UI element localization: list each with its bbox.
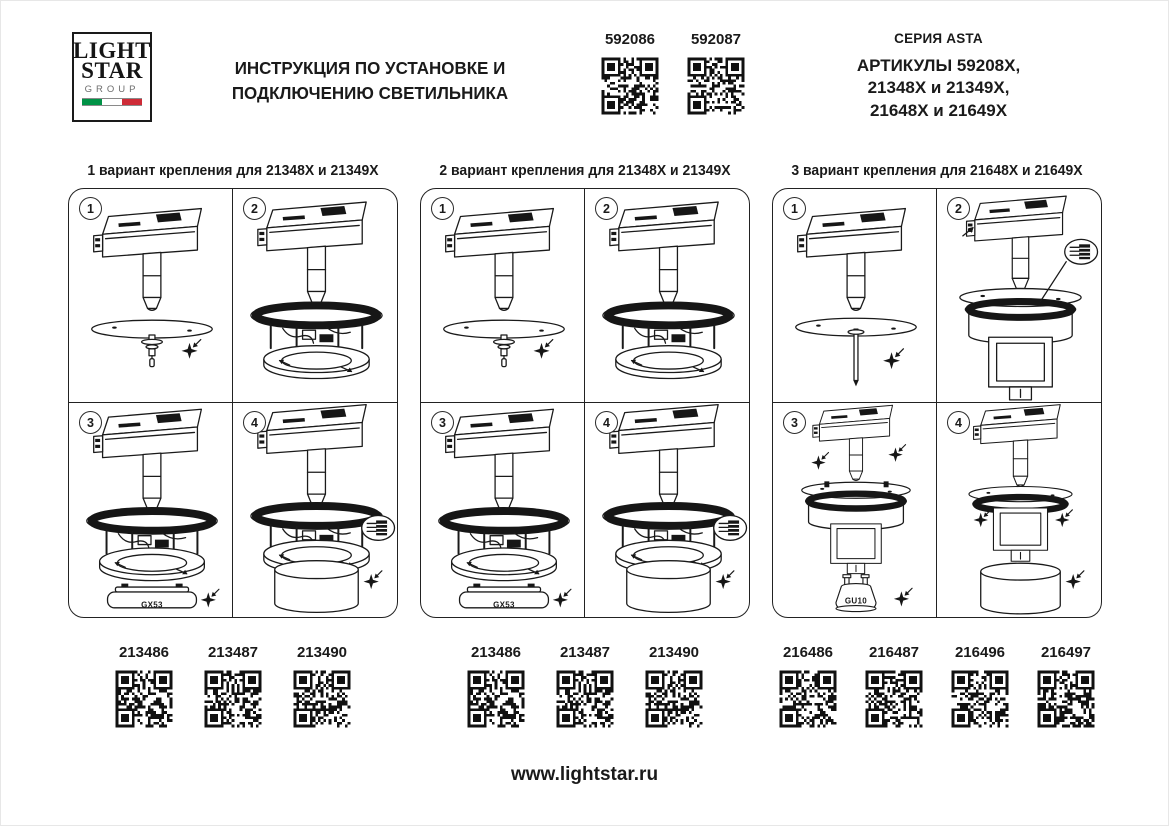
article-qr-216487 [863,644,925,735]
qr-code [554,668,616,730]
title-line-1: ИНСТРУКЦИЯ ПО УСТАНОВКЕ И [234,58,506,78]
qr-code [1035,668,1097,730]
step-number: 1 [783,197,806,220]
lamp-type-label: GX53 [141,600,163,610]
lamp-type-label: GX53 [493,600,515,610]
series-title: СЕРИЯ ASTA [894,31,983,46]
articles-line-1: АРТИКУЛЫ 59208X, [856,56,1021,75]
step-number: 2 [243,197,266,220]
variant-heading: 3 вариант крепления для 21648X и 21649X [791,162,1083,179]
qr-code [599,55,661,117]
page-title [200,56,540,106]
qr-code [643,668,705,730]
step-1-cell [69,189,233,403]
variant-1 [68,162,398,735]
fixture-step4-drawing [585,403,749,617]
step-4-cell [937,403,1101,617]
article-qr-213487 [202,644,264,735]
fixture-step2-drawing [937,189,1101,402]
qr-code [949,668,1011,730]
step-number: 4 [947,411,970,434]
header-qr-592086 [599,31,661,122]
step-number: 3 [79,411,102,434]
fixture-step4-drawing [233,403,397,617]
step-3-cell [69,403,233,617]
step-2-cell [937,189,1101,403]
logo-text-star: STAR [81,58,143,84]
article-qr-216496 [949,644,1011,735]
step-1-cell [421,189,585,403]
step-number: 2 [947,197,970,220]
qr-label: 213487 [559,644,611,661]
qr-label: 216487 [868,644,920,661]
fixture-step1-drawing [69,189,232,402]
article-qr-216486 [777,644,839,735]
fixture-step2-drawing [233,189,397,402]
article-qr-213487 [554,644,616,735]
fixture-step1-drawing [421,189,584,402]
lamp-type-label: GU10 [844,596,868,606]
step-1-cell [773,189,937,403]
fixture-step3-drawing [773,403,936,617]
article-qr-213490 [643,644,705,735]
step-number: 3 [783,411,806,434]
qr-label: 213486 [118,644,170,661]
article-qr-216497 [1035,644,1097,735]
header-qr-592087 [685,31,747,122]
step-3-cell [421,403,585,617]
step-number: 3 [431,411,454,434]
qr-code [863,668,925,730]
qr-code [685,55,747,117]
article-qr-row [772,644,1102,735]
footer-url: www.lightstar.ru [510,764,659,785]
qr-label: 592087 [690,31,742,48]
variant-3 [772,162,1102,735]
step-number: 2 [595,197,618,220]
qr-code [291,668,353,730]
steps-panel [420,188,750,618]
step-2-cell [585,189,749,403]
step-4-cell [233,403,397,617]
variant-heading: 2 вариант крепления для 21348X и 21349X [439,162,731,179]
article-qr-213486 [465,644,527,735]
fixture-step4-drawing [937,403,1101,617]
step-3-cell [773,403,937,617]
article-qr-213486 [113,644,175,735]
articles-text [846,55,1031,122]
qr-code [465,668,527,730]
variant-heading: 1 вариант крепления для 21348X и 21349X [87,162,379,179]
qr-label: 216486 [782,644,834,661]
qr-label: 213487 [207,644,259,661]
qr-code [777,668,839,730]
lightstar-logo [72,32,152,122]
qr-label: 216496 [954,644,1006,661]
fixture-step2-drawing [585,189,749,402]
step-2-cell [233,189,397,403]
qr-code [202,668,264,730]
qr-code [113,668,175,730]
articles-line-3: 21648X и 21649X [869,100,1008,120]
fixture-step3-drawing [421,403,584,617]
qr-label: 216497 [1040,644,1092,661]
step-number: 1 [79,197,102,220]
step-number: 4 [243,411,266,434]
title-line-2: ПОДКЛЮЧЕНИЮ СВЕТИЛЬНИКА [231,82,509,103]
fixture-step3-drawing [69,403,232,617]
step-number: 4 [595,411,618,434]
steps-panel [68,188,398,618]
qr-label: 592086 [604,31,656,48]
article-qr-row [68,644,398,735]
logo-text-light: LIGHT [73,38,151,63]
logo-text-group: GROUP [84,84,140,96]
qr-label: 213490 [648,644,700,661]
fixture-step1-drawing [773,189,936,402]
variant-2 [420,162,750,735]
article-qr-213490 [291,644,353,735]
qr-label: 213490 [296,644,348,661]
series-block [846,31,1031,122]
article-qr-row [420,644,750,735]
step-4-cell [585,403,749,617]
steps-panel [772,188,1102,618]
qr-label: 213486 [470,644,522,661]
italy-flag-icon [82,98,142,106]
articles-line-2: 21348X и 21349X, [867,78,1010,98]
step-number: 1 [431,197,454,220]
